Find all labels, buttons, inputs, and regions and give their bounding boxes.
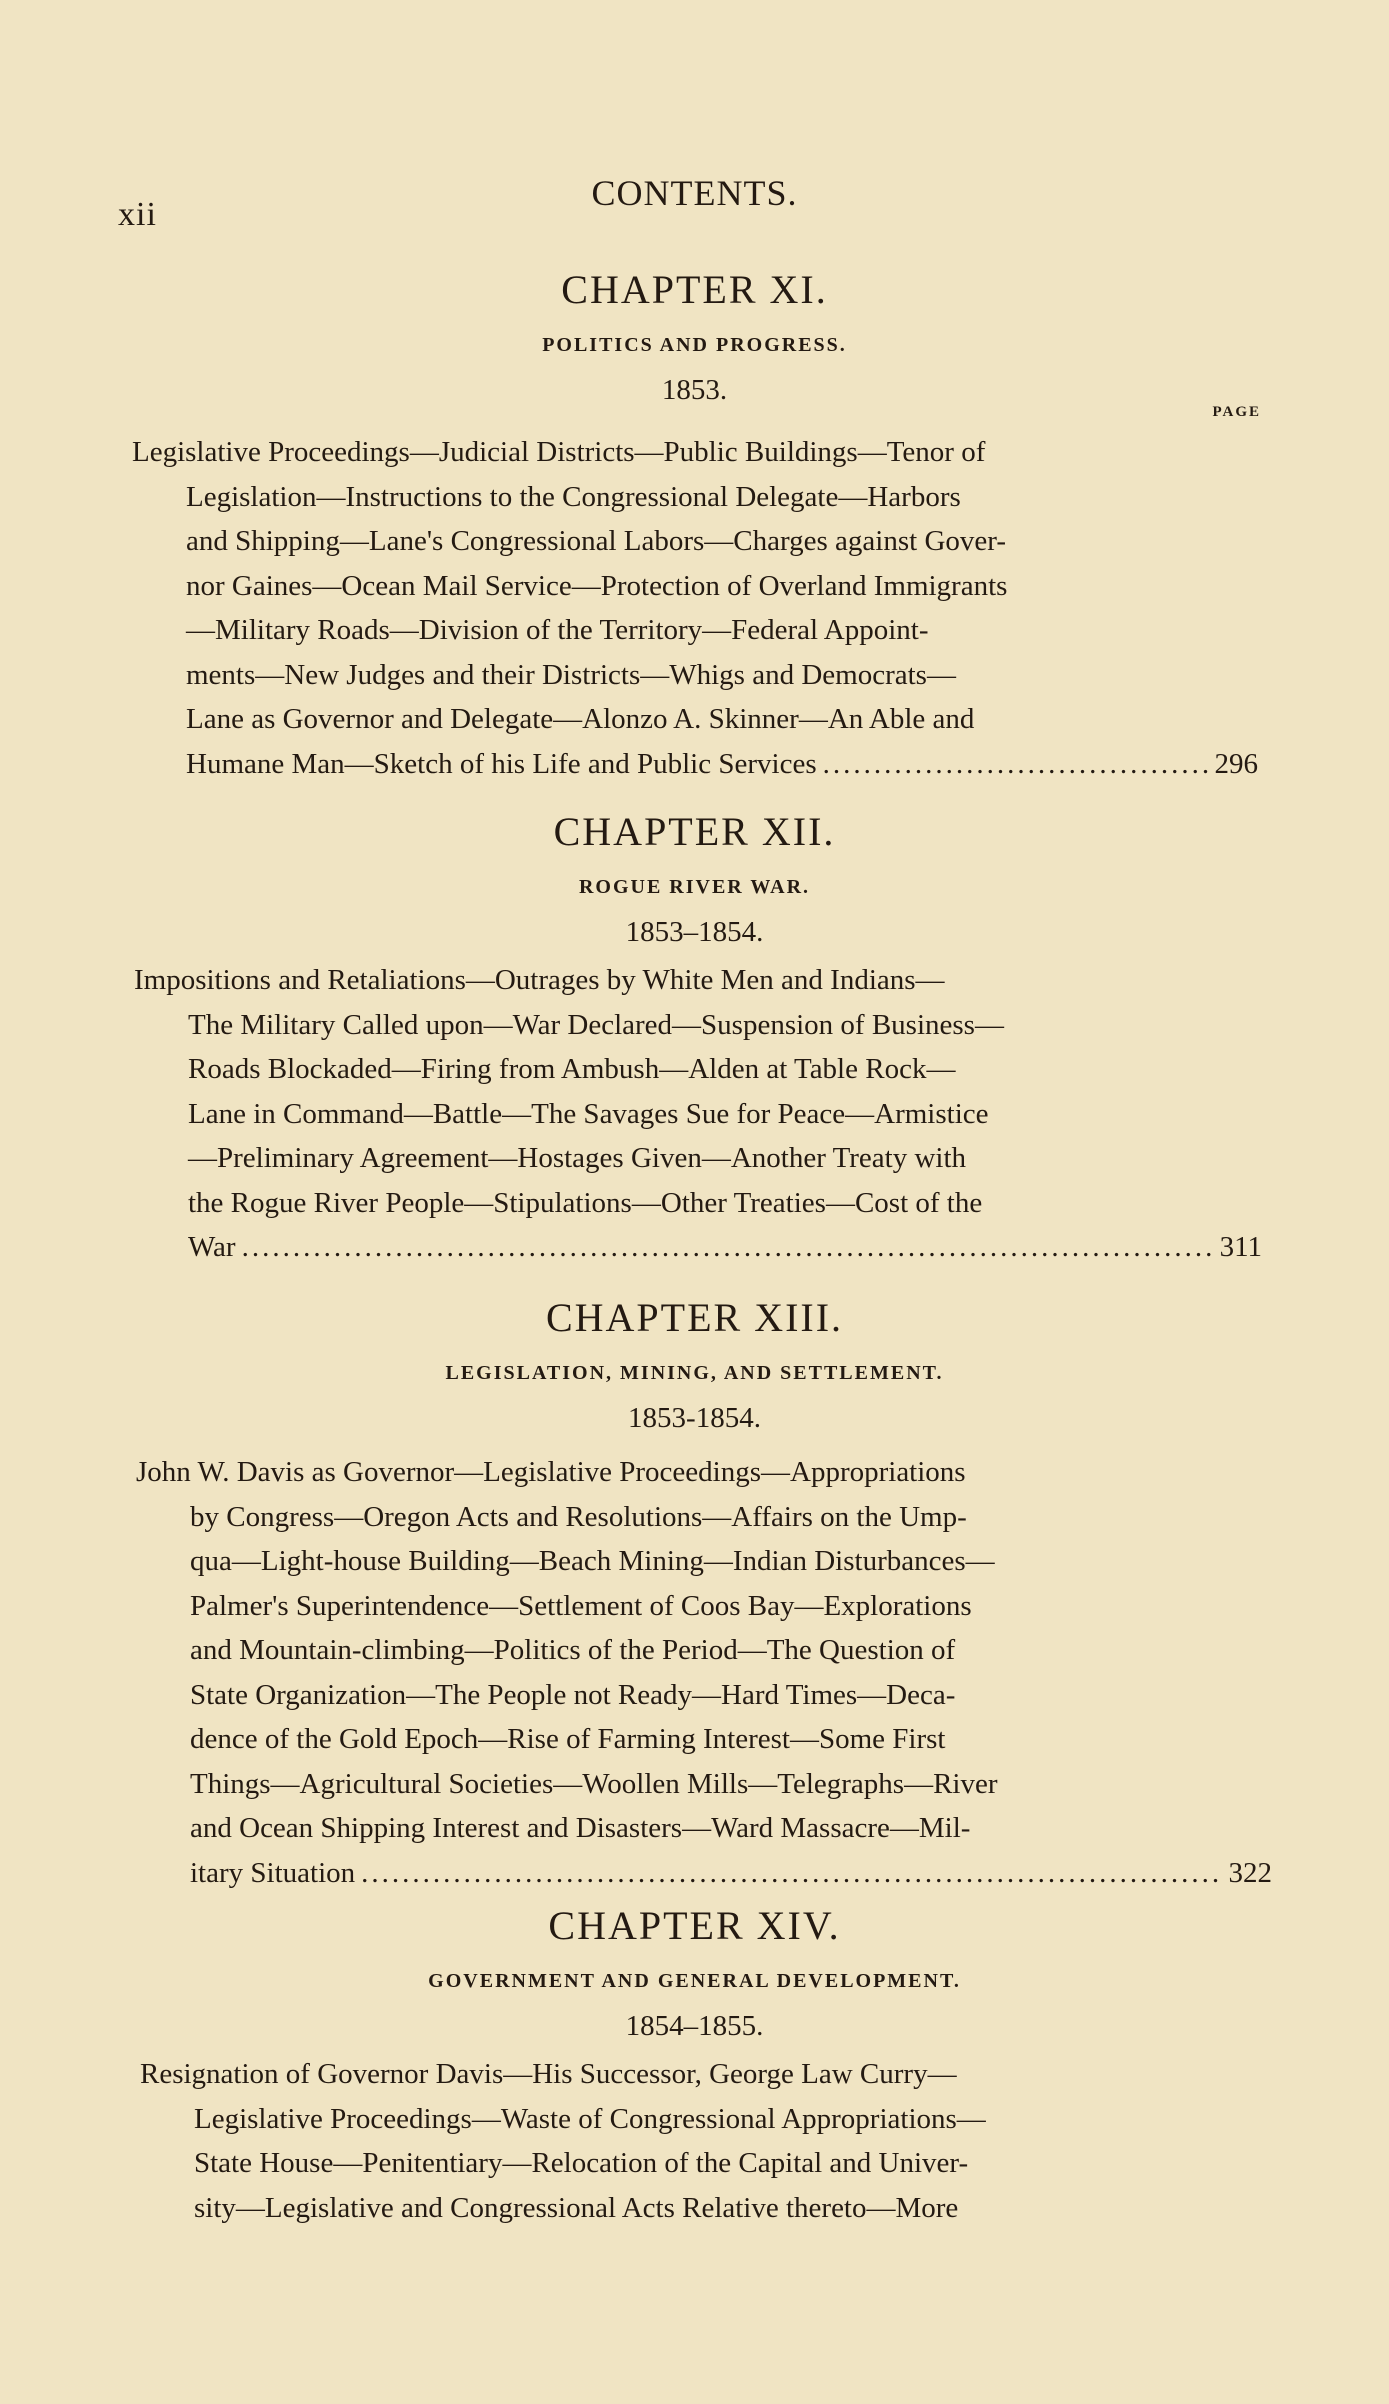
summary-line: sity—Legislative and Congressional Acts Relative thereto—More (194, 2191, 959, 2224)
summary-line: Legislation—Instructions to the Congressional Delegate—Harbors (186, 480, 961, 513)
page-number: 311 (1219, 1231, 1262, 1263)
chapter-xiii (0, 1290, 1389, 1438)
chapter-subtitle: LEGISLATION, MINING, AND SETTLEMENT. (445, 1362, 944, 1384)
page-number: 322 (1228, 1856, 1272, 1889)
summary-line: Roads Blockaded—Firing from Ambush—Alden at Table Rock— (188, 1053, 956, 1085)
dot-leader (242, 1225, 1214, 1270)
summary-line: Impositions and Retaliations—Outrages by White Men and Indians— (134, 964, 945, 996)
page-number: 296 (1214, 747, 1258, 780)
running-head: CONTENTS. (591, 173, 798, 213)
summary-line: Lane in Command—Battle—The Savages Sue for Peace—Armistice (188, 1097, 989, 1130)
summary-last-line (136, 1851, 1272, 1896)
summary-line: dence of the Gold Epoch—Rise of Farming Interest—Some First (190, 1723, 946, 1755)
chapter-xiv (0, 1898, 1389, 2046)
summary-line: qua—Light-house Building—Beach Mining—Indian Disturbances— (190, 1545, 995, 1577)
summary-line: ments—New Judges and their Districts—Whigs and Democrats— (186, 658, 956, 691)
summary-line: Lane as Governor and Delegate—Alonzo A. Skinner—An Able and (186, 703, 975, 735)
summary-line: Legislative Proceedings—Judicial Districts—Public Buildings—Tenor of (132, 436, 986, 468)
chapter-xi-summary (132, 430, 1258, 786)
summary-line: The Military Called upon—War Declared—Suspension of Business— (188, 1008, 1004, 1041)
summary-line: itary Situation (190, 1856, 356, 1889)
summary-line: by Congress—Oregon Acts and Resolutions—Affairs on the Ump- (190, 1500, 967, 1533)
chapter-title: CHAPTER XIII. (545, 1295, 844, 1340)
summary-line: and Ocean Shipping Interest and Disasters—Ward Massacre—Mil- (190, 1812, 971, 1844)
summary-line: nor Gaines—Ocean Mail Service—Protection of Overland Immigrants (186, 569, 1008, 602)
summary-last-line (132, 742, 1258, 787)
summary-line: Palmer's Superintendence—Settlement of Coos Bay—Explorations (190, 1589, 972, 1622)
chapter-title: CHAPTER XI. (561, 267, 828, 312)
chapter-subtitle: GOVERNMENT AND GENERAL DEVELOPMENT. (428, 1970, 961, 1992)
chapter-subtitle: POLITICS AND PROGRESS. (542, 334, 847, 356)
summary-line: John W. Davis as Governor—Legislative Proceedings—Appropriations (136, 1456, 966, 1488)
page-column-label: PAGE (1212, 404, 1261, 420)
dot-leader (361, 1851, 1222, 1896)
summary-line: —Preliminary Agreement—Hostages Given—Another Treaty with (188, 1142, 967, 1174)
page-folio: xii (118, 196, 157, 233)
chapter-xiii-summary (136, 1450, 1272, 1895)
chapter-years: 1854–1855. (625, 2010, 764, 2042)
summary-line: Things—Agricultural Societies—Woollen Mills—Telegraphs—River (190, 1767, 998, 1800)
summary-last-line (134, 1225, 1262, 1270)
summary-line: the Rogue River People—Stipulations—Other Treaties—Cost of the (188, 1186, 983, 1219)
summary-line: Humane Man—Sketch of his Life and Public Services (186, 747, 817, 780)
chapter-years: 1853-1854. (628, 1402, 761, 1434)
chapter-xii (0, 804, 1389, 952)
summary-line: Legislative Proceedings—Waste of Congressional Appropriations— (194, 2102, 986, 2135)
chapter-xii-summary (134, 958, 1262, 1270)
chapter-title: CHAPTER XIV. (548, 1903, 841, 1948)
summary-line: Resignation of Governor Davis—His Successor, George Law Curry— (140, 2058, 957, 2090)
chapter-xi (0, 262, 1389, 410)
summary-line: —Military Roads—Division of the Territory—Federal Appoint- (186, 614, 929, 646)
summary-line: and Mountain-climbing—Politics of the Period—The Question of (190, 1634, 956, 1666)
chapter-years: 1853–1854. (625, 916, 764, 948)
chapter-years: 1853. (661, 374, 728, 406)
summary-line: State Organization—The People not Ready—Hard Times—Deca- (190, 1678, 956, 1711)
summary-line: State House—Penitentiary—Relocation of the Capital and Univer- (194, 2147, 969, 2179)
dot-leader (823, 742, 1209, 787)
chapter-title: CHAPTER XII. (553, 809, 836, 854)
summary-line: War (188, 1231, 236, 1263)
summary-line: and Shipping—Lane's Congressional Labors—Charges against Gover- (186, 525, 1006, 557)
chapter-xiv-summary (140, 2052, 1272, 2230)
chapter-subtitle: ROGUE RIVER WAR. (578, 876, 811, 898)
